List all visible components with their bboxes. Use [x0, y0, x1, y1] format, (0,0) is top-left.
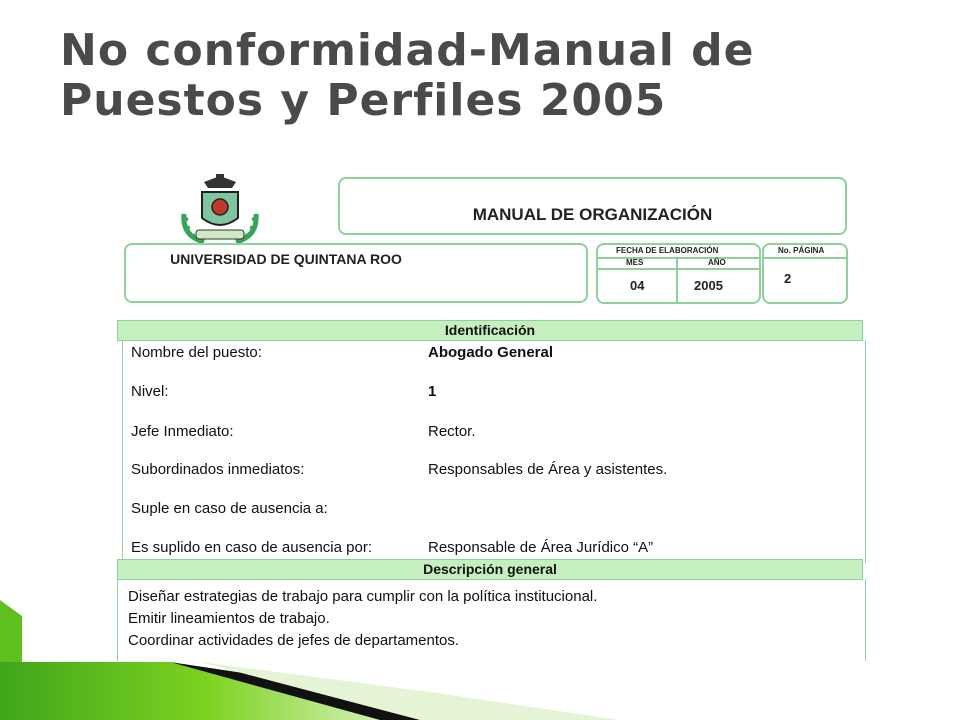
- descripcion-line: Emitir lineamientos de trabajo.: [128, 610, 330, 627]
- row-value-nivel: 1: [428, 383, 437, 400]
- row-value-puesto: Abogado General: [428, 344, 554, 361]
- descripcion-header: Descripción general: [117, 559, 863, 580]
- page-number-box: [762, 243, 848, 304]
- manual-title-box: [338, 177, 847, 235]
- fecha-label: FECHA DE ELABORACIÓN: [616, 246, 719, 255]
- identificacion-header: Identificación: [117, 320, 863, 341]
- row-label-subordinados: Subordinados inmediatos:: [131, 461, 305, 478]
- descripcion-line: Diseñar estrategias de trabajo para cumplir con la política institucional.: [128, 588, 598, 605]
- row-label-jefe: Jefe Inmediato:: [131, 423, 234, 440]
- pagina-label: No. PÁGINA: [778, 246, 825, 255]
- row-label-puesto: Nombre del puesto:: [131, 344, 262, 361]
- university-seal-icon: [174, 174, 266, 246]
- decorative-swoosh: [0, 600, 960, 720]
- row-value-subordinados: Responsables de Área y asistentes.: [428, 461, 668, 478]
- descripcion-line: Coordinar actividades de jefes de departamentos.: [128, 632, 460, 649]
- slide-title: No conformidad-Manual de Puestos y Perfiles 2005: [60, 25, 755, 126]
- pagina-value: 2: [784, 271, 792, 286]
- mes-label: MES: [626, 258, 644, 267]
- row-label-suplido: Es suplido en caso de ausencia por:: [131, 539, 372, 556]
- manual-title: MANUAL DE ORGANIZACIÓN: [472, 205, 713, 224]
- anio-value: 2005: [694, 278, 723, 293]
- university-box: [124, 243, 588, 303]
- row-value-suplido: Responsable de Área Jurídico “A”: [428, 539, 654, 556]
- mes-value: 04: [630, 278, 645, 293]
- document-image: [112, 170, 868, 661]
- anio-label: AÑO: [708, 258, 726, 267]
- row-value-jefe: Rector.: [428, 423, 476, 440]
- row-label-suple: Suple en caso de ausencia a:: [131, 500, 328, 517]
- row-label-nivel: Nivel:: [131, 383, 169, 400]
- date-box: [596, 243, 761, 304]
- identificacion-frame: [122, 340, 866, 563]
- university-name: UNIVERSIDAD DE QUINTANA ROO: [170, 251, 402, 267]
